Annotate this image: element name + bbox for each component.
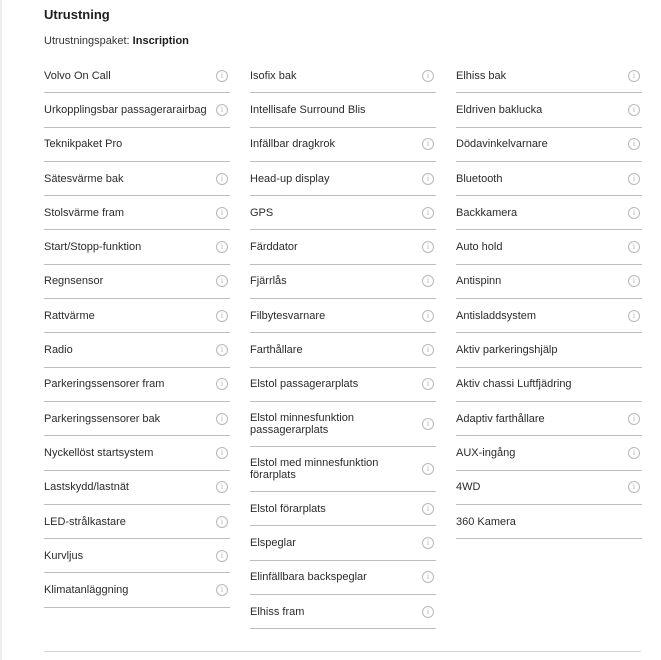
info-icon[interactable]: i	[422, 463, 434, 475]
equipment-item-label: Elstol förarplats	[250, 502, 326, 515]
equipment-item	[44, 196, 230, 230]
info-icon[interactable]: i	[628, 70, 640, 82]
info-icon[interactable]: i	[628, 241, 640, 253]
equipment-item-label: Farthållare	[250, 344, 303, 357]
equipment-item	[250, 368, 436, 402]
equipment-item-label: Klimatanläggning	[44, 584, 129, 597]
equipment-item	[44, 471, 230, 505]
equipment-item	[44, 299, 230, 333]
equipment-item	[44, 333, 230, 367]
equipment-item-label: Elstol med minnesfunktion förarplats	[250, 456, 379, 481]
bottom-divider	[44, 651, 641, 652]
equipment-item	[44, 59, 230, 93]
equipment-item	[250, 162, 436, 196]
info-icon[interactable]: i	[216, 207, 228, 219]
equipment-item	[250, 196, 436, 230]
equipment-item	[456, 505, 642, 539]
equipment-item	[44, 505, 230, 539]
equipment-item-label: Regnsensor	[44, 275, 104, 288]
equipment-item	[250, 93, 436, 127]
equipment-item	[250, 447, 436, 492]
section-title: Utrustning	[44, 7, 110, 22]
info-icon[interactable]: i	[216, 516, 228, 528]
equipment-item	[250, 333, 436, 367]
equipment-item-label: Elstol passagerarplats	[250, 378, 359, 391]
equipment-item-label: Isofix bak	[250, 69, 297, 82]
equipment-item-label: Start/Stopp-funktion	[44, 241, 142, 254]
equipment-item-label: Rattvärme	[44, 309, 95, 322]
equipment-item-label: Stolsvärme fram	[44, 206, 125, 219]
equipment-item	[250, 230, 436, 264]
equipment-item-label: Elinfällbara backspeglar	[250, 571, 367, 584]
equipment-item	[456, 128, 642, 162]
equipment-item	[44, 402, 230, 436]
info-icon[interactable]: i	[216, 550, 228, 562]
equipment-item	[456, 162, 642, 196]
info-icon[interactable]: i	[628, 413, 640, 425]
equipment-item-label: Radio	[44, 344, 73, 357]
equipment-item-label: Dödavinkelvarnare	[456, 138, 548, 151]
equipment-item-label: Teknikpaket Pro	[44, 138, 123, 151]
equipment-item-label: GPS	[250, 206, 274, 219]
equipment-item	[456, 333, 642, 367]
equipment-item-label: Eldriven baklucka	[456, 103, 543, 116]
equipment-item	[456, 402, 642, 436]
info-icon[interactable]: i	[216, 275, 228, 287]
info-icon[interactable]: i	[628, 207, 640, 219]
equipment-item-label: Antisladdsystem	[456, 309, 537, 322]
equipment-item	[250, 561, 436, 595]
equipment-item-label: Elspeglar	[250, 536, 296, 549]
equipment-item-label: 4WD	[456, 481, 481, 494]
equipment-item-label: Elstol minnesfunktion passagerarplats	[250, 411, 354, 436]
package-value: Inscription	[132, 35, 189, 47]
info-icon[interactable]: i	[216, 241, 228, 253]
equipment-item-label: Volvo On Call	[44, 69, 111, 82]
info-icon[interactable]: i	[422, 70, 434, 82]
equipment-item	[456, 368, 642, 402]
equipment-item	[44, 539, 230, 573]
equipment-item-label: Bluetooth	[456, 172, 503, 185]
equipment-item	[250, 526, 436, 560]
equipment-item-label: LED-strålkastare	[44, 515, 126, 528]
info-icon[interactable]: i	[216, 378, 228, 390]
info-icon[interactable]: i	[422, 503, 434, 515]
equipment-column-3	[456, 59, 642, 539]
info-icon[interactable]: i	[422, 606, 434, 618]
info-icon[interactable]: i	[628, 481, 640, 493]
equipment-item-label: Head-up display	[250, 172, 330, 185]
equipment-item-label: Parkeringssensorer bak	[44, 412, 161, 425]
equipment-item-label: Urkopplingsbar passagerarairbag	[44, 103, 207, 116]
info-icon[interactable]: i	[216, 310, 228, 322]
info-icon[interactable]: i	[628, 173, 640, 185]
equipment-item	[456, 230, 642, 264]
equipment-item	[250, 595, 436, 629]
equipment-item-label: Nyckellöst startsystem	[44, 446, 154, 459]
equipment-item	[44, 265, 230, 299]
equipment-item-label: Aktiv parkeringshjälp	[456, 344, 558, 357]
equipment-item	[44, 93, 230, 127]
info-icon[interactable]: i	[216, 584, 228, 596]
equipment-item	[456, 436, 642, 470]
equipment-item	[250, 402, 436, 447]
equipment-item	[456, 299, 642, 333]
info-icon[interactable]: i	[216, 413, 228, 425]
info-icon[interactable]: i	[216, 173, 228, 185]
info-icon[interactable]: i	[422, 310, 434, 322]
equipment-item	[250, 299, 436, 333]
equipment-item-label: Filbytesvarnare	[250, 309, 326, 322]
info-icon[interactable]: i	[628, 310, 640, 322]
equipment-item-label: Adaptiv farthållare	[456, 412, 545, 425]
info-icon[interactable]: i	[422, 138, 434, 150]
equipment-item-label: Infällbar dragkrok	[250, 138, 335, 151]
equipment-item-label: Sätesvärme bak	[44, 172, 124, 185]
info-icon[interactable]: i	[422, 275, 434, 287]
equipment-item-label: Antispinn	[456, 275, 502, 288]
equipment-item-label: Intellisafe Surround Blis	[250, 103, 366, 116]
equipment-item	[456, 93, 642, 127]
equipment-item-label: 360 Kamera	[456, 515, 516, 528]
equipment-item-label: Kurvljus	[44, 549, 84, 562]
equipment-item	[44, 128, 230, 162]
equipment-item-label: Parkeringssensorer fram	[44, 378, 165, 391]
equipment-column-2	[250, 59, 436, 629]
info-icon[interactable]: i	[216, 481, 228, 493]
equipment-item	[456, 471, 642, 505]
info-icon[interactable]: i	[216, 447, 228, 459]
info-icon[interactable]: i	[422, 207, 434, 219]
info-icon[interactable]: i	[422, 241, 434, 253]
equipment-item-label: Färddator	[250, 241, 298, 254]
equipment-item	[250, 128, 436, 162]
info-icon[interactable]: i	[422, 378, 434, 390]
equipment-item	[44, 162, 230, 196]
equipment-item-label: Fjärrlås	[250, 275, 287, 288]
equipment-item-label: Elhiss bak	[456, 69, 507, 82]
equipment-item-label: Lastskydd/lastnät	[44, 481, 129, 494]
equipment-item-label: Aktiv chassi Luftfjädring	[456, 378, 572, 391]
info-icon[interactable]: i	[422, 537, 434, 549]
equipment-item-label: Auto hold	[456, 241, 503, 254]
equipment-item	[44, 436, 230, 470]
info-icon[interactable]: i	[216, 344, 228, 356]
equipment-item	[456, 265, 642, 299]
info-icon[interactable]: i	[422, 418, 434, 430]
info-icon[interactable]: i	[422, 344, 434, 356]
info-icon[interactable]: i	[216, 70, 228, 82]
equipment-item	[456, 196, 642, 230]
info-icon[interactable]: i	[422, 571, 434, 583]
equipment-package	[44, 35, 189, 47]
equipment-column-1	[44, 59, 230, 608]
package-label: Utrustningspaket:	[44, 35, 130, 47]
info-icon[interactable]: i	[628, 275, 640, 287]
equipment-item	[456, 59, 642, 93]
equipment-item	[44, 573, 230, 607]
equipment-item	[250, 265, 436, 299]
equipment-item	[44, 368, 230, 402]
equipment-item-label: AUX-ingång	[456, 446, 516, 459]
page-left-border	[0, 0, 2, 660]
equipment-item	[250, 492, 436, 526]
info-icon[interactable]: i	[628, 138, 640, 150]
equipment-item	[250, 59, 436, 93]
info-icon[interactable]: i	[628, 104, 640, 116]
info-icon[interactable]: i	[628, 447, 640, 459]
info-icon[interactable]: i	[216, 104, 228, 116]
equipment-item	[44, 230, 230, 264]
info-icon[interactable]: i	[422, 173, 434, 185]
equipment-item-label: Backkamera	[456, 206, 518, 219]
equipment-item-label: Elhiss fram	[250, 605, 305, 618]
